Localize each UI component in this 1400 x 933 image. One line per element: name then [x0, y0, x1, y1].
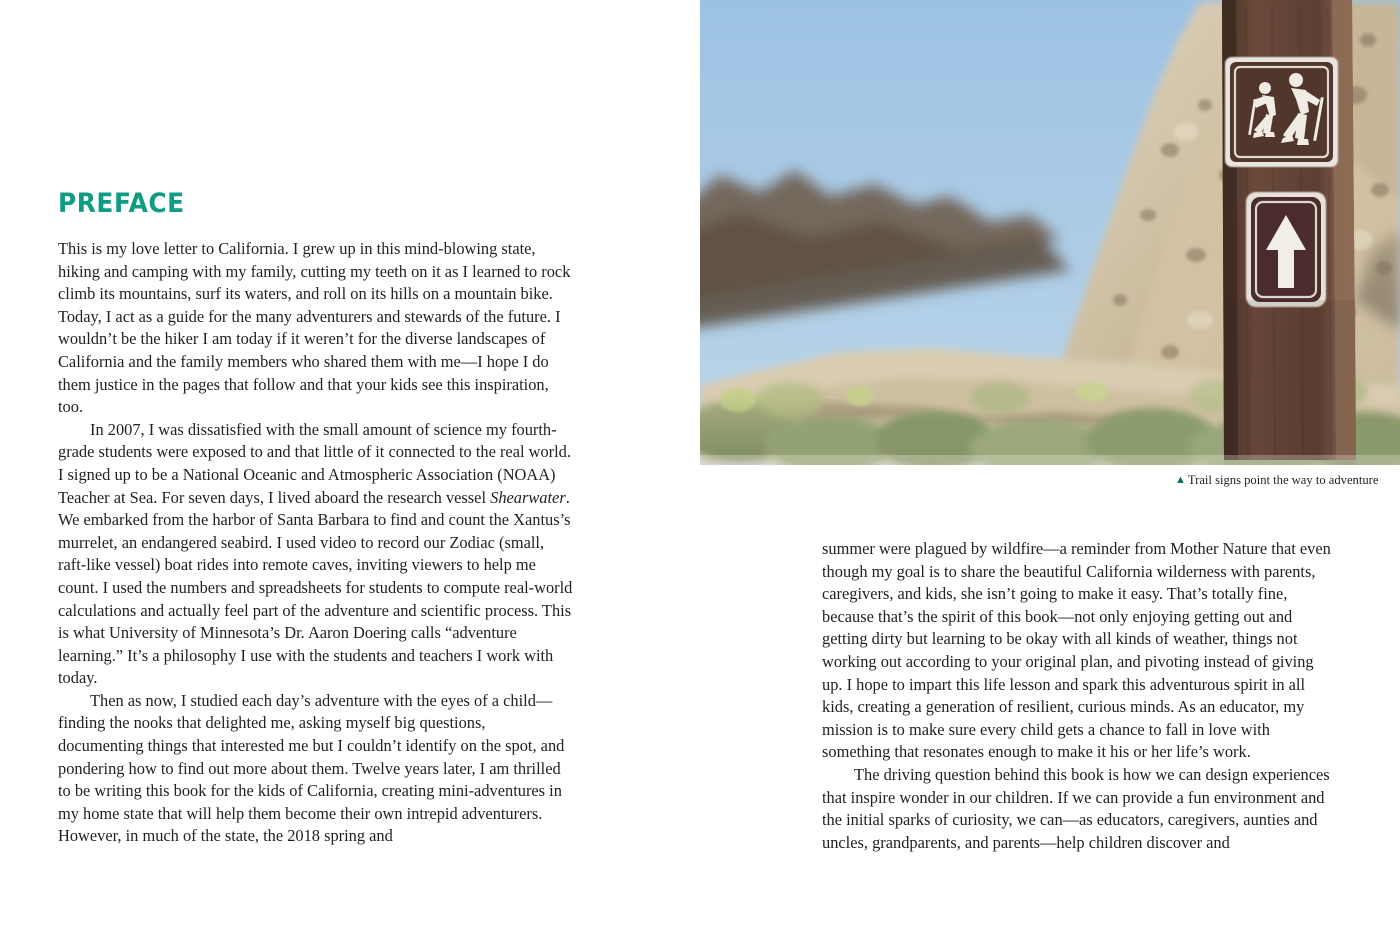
paragraph-text-after-italic: . We embarked from the harbor of Santa Barbara to find and count the Xantus’s murrelet, an endangered seabird. I used video to record our Zodiac (small, raft-like vessel) boat rides into remote caves, inviting viewers to help me count. I used the numbers and spreadsheets for students to compute real-world calculations and actually feel part of the adventure and scientific process. This is what University of Minnesota’s Dr. Aaron Doering calls “adventure learning.” It’s a philosophy I use with the students and teachers I work with today. — [58, 487, 573, 688]
trail-signpost-graphic — [1222, 0, 1356, 465]
photo-caption — [1175, 472, 1390, 489]
paragraph: This is my love letter to California. I grew up in this mind-blowing state, hiking and camping with my family, cutting my teeth on it as I learned to rock climb its mountains, surf its waters, and roll on its hills on a mountain bike. Today, I act as a guide for the many adventurers and stewards of the future. I wouldn’t be the hiker I am today if it weren’t for the diverse landscapes of California and the family members who shared them with me—I hope I do them justice in the pages that follow and that your kids see this inspiration, too. — [58, 239, 571, 417]
book-title-italic: Shearwater — [490, 487, 566, 507]
paragraph: Then as now, I studied each day’s adventure with the eyes of a child—finding the nooks that delighted me, asking myself big questions, documenting things that interested me but I couldn’t identify on the spot, and pondering how to find out more about them. Twelve years later, I am thrilled to be writing this book for the kids of California, creating mini-adventures in my home state that will help them become their own intrepid adventurers. However, in much of the state, the 2018 spring and — [58, 690, 565, 846]
trail-sign-photo — [700, 0, 1400, 465]
left-body-column — [58, 238, 574, 848]
triangle-marker-icon: ▲ — [1175, 474, 1186, 486]
page-title: PREFACE — [58, 188, 185, 219]
paragraph-text-before-italic: In 2007, I was dissatisfied with the small amount of science my fourth-grade students were exposed to and that little of it connected to the real world. I signed up to be a National Oceanic and Atmospheric Association (NOAA) Teacher at Sea. For seven days, I lived aboard the research vessel — [58, 419, 571, 507]
photo-caption-text: Trail signs point the way to adventure — [1187, 473, 1379, 487]
arrow-sign-plate — [1246, 192, 1326, 307]
right-page — [700, 0, 1400, 933]
hiker-sign-plate — [1225, 57, 1338, 167]
paragraph — [58, 419, 574, 690]
photo-illustration — [700, 0, 1400, 465]
paragraph: The driving question behind this book is how we can design experiences that inspire wonder in our children. If we can provide a fun environment and the initial sparks of curiosity, we can—as educators, caregivers, aunties and uncles, grandparents, and parents—help children discover and — [822, 764, 1330, 852]
paragraph: summer were plagued by wildfire—a reminder from Mother Nature that even though my goal is to share the beautiful California wilderness with parents, caregivers, and kids, she isn’t going to make it easy. That’s totally fine, because that’s the spirit of this book—not only enjoying getting out and getting dirty but learning to be okay with all kinds of weather, things not working out according to your original plan, and pivoting instead of giving up. I hope to impart this life lesson and spark this adventurous spirit in all kids, creating a generation of resilient, curious minds. As an educator, my mission is to make sure every child gets a chance to fall in love with something that resonates enough to make it his or her life’s work. — [822, 539, 1331, 762]
right-body-column — [822, 538, 1338, 854]
